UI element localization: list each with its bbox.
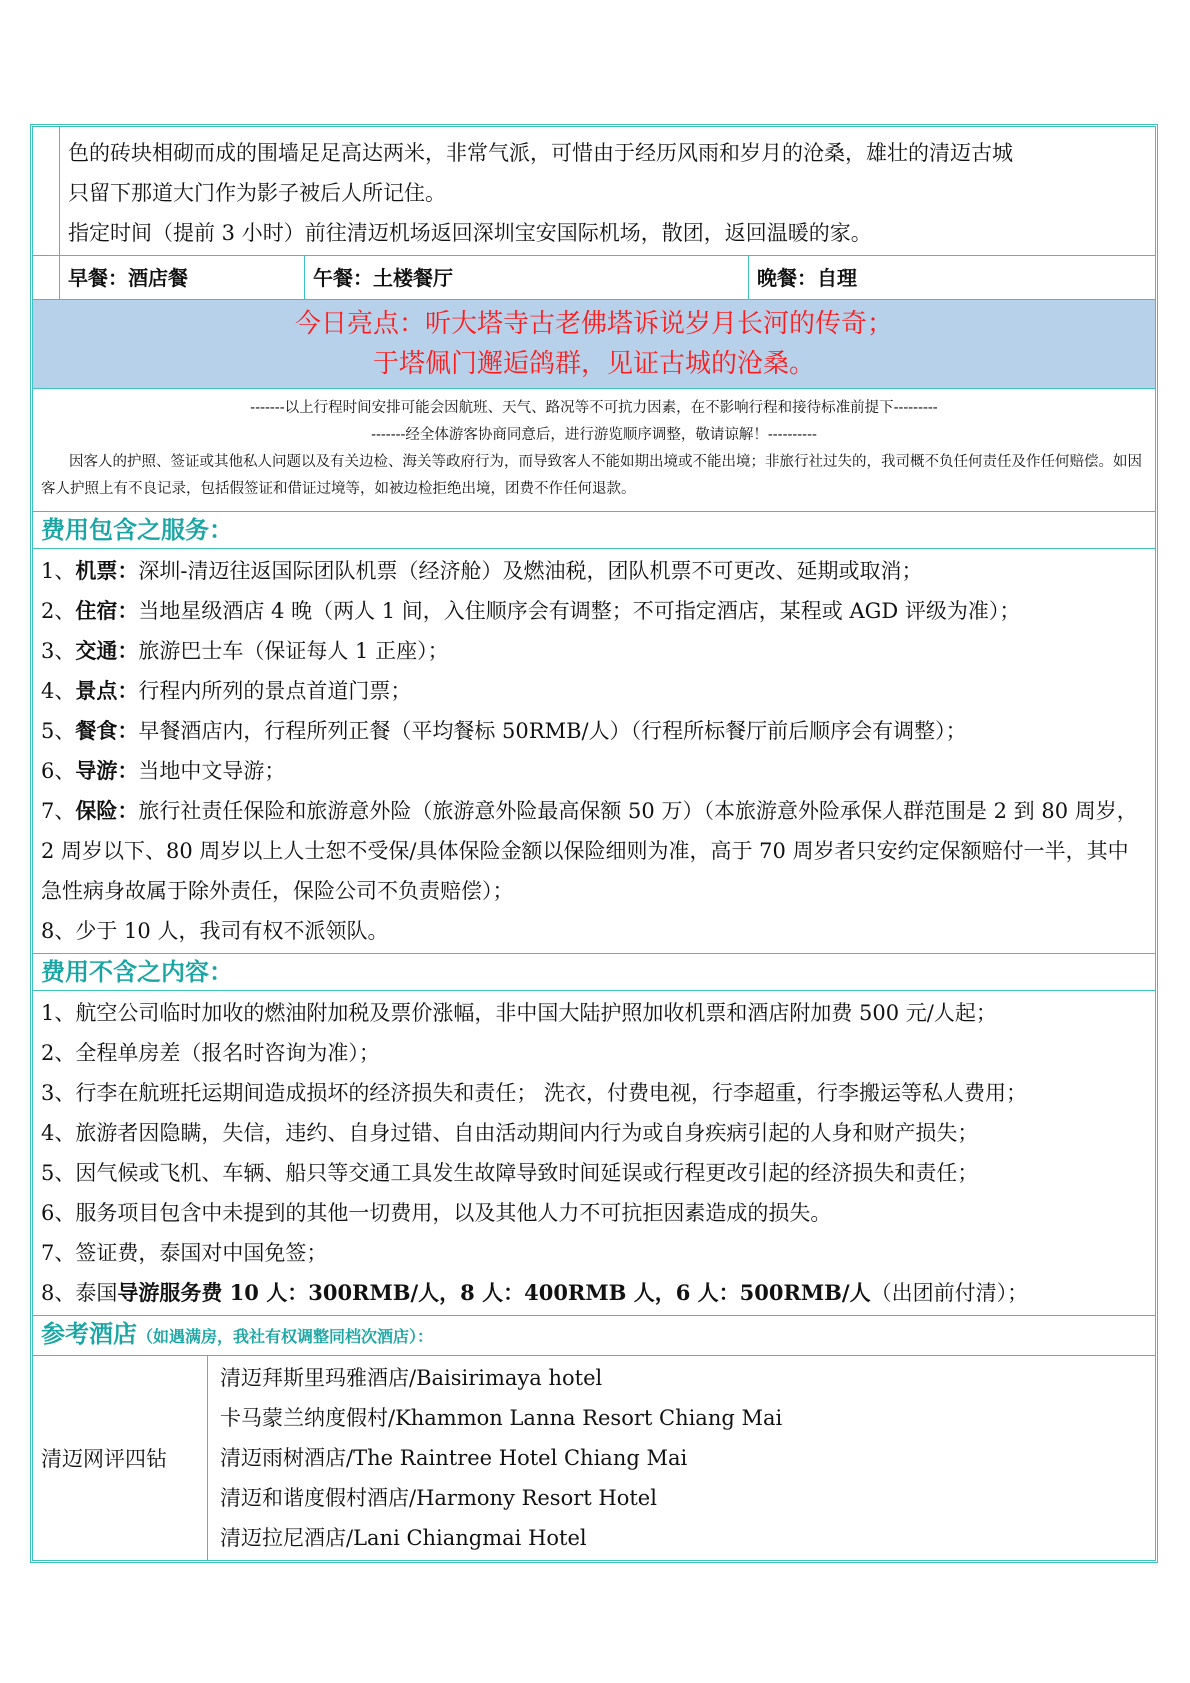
list-item: 6、导游：当地中文导游； bbox=[41, 759, 286, 783]
breakfast-cell: 早餐：酒店餐 bbox=[60, 256, 305, 299]
hotel-name: 卡马蒙兰纳度假村/Khammon Lanna Resort Chiang Mai bbox=[220, 1406, 783, 1430]
included-list bbox=[33, 549, 1155, 954]
included-section-title: 费用包含之服务： bbox=[33, 512, 1155, 549]
list-item: 6、服务项目包含中未提到的其他一切费用，以及其他人力不可抗拒因素造成的损失。 bbox=[41, 1201, 832, 1225]
list-item: 4、旅游者因隐瞒，失信，违约、自身过错、自由活动期间内行为或自身疾病引起的人身和财产损失； bbox=[41, 1121, 979, 1145]
list-item: 1、机票：深圳-清迈往返国际团队机票（经济舱）及燃油税，团队机票不可更改、延期或取消； bbox=[41, 559, 923, 583]
list-item: 7、保险：旅行社责任保险和旅游意外险（旅游意外险最高保额 50 万）（本旅游意外险承保人群范围是 2 到 80 周岁，2 周岁以下、80 周岁以上人士恕不受保/具体保险金额以保险细则为准，高于 70 周岁者只安约定保额赔付一半，其中急性病身故属于除外责任，保险公司不负责赔偿）； bbox=[41, 799, 1138, 903]
hotel-name: 清迈和谐度假村酒店/Harmony Resort Hotel bbox=[220, 1486, 657, 1510]
day-highlight bbox=[33, 300, 1155, 389]
hotels-table bbox=[33, 1356, 1155, 1560]
left-gutter bbox=[33, 256, 60, 299]
dinner-cell: 晚餐：自理 bbox=[757, 266, 857, 290]
list-item: 1、航空公司临时加收的燃油附加税及票价涨幅，非中国大陆护照加收机票和酒店附加费 500 元/人起； bbox=[41, 1001, 997, 1025]
description-line: 只留下那道大门作为影子被后人所记住。 bbox=[68, 181, 446, 205]
list-item: 5、因气候或飞机、车辆、船只等交通工具发生故障导致时间延误或行程更改引起的经济损失和责任； bbox=[41, 1161, 979, 1185]
hotel-name: 清迈拜斯里玛雅酒店/Baisirimaya hotel bbox=[220, 1366, 603, 1390]
list-item: 2、全程单房差（报名时咨询为准）； bbox=[41, 1041, 380, 1065]
hotel-name: 清迈拉尼酒店/Lani Chiangmai Hotel bbox=[220, 1526, 587, 1550]
highlight-line: 于塔佩门邂逅鸽群，见证古城的沧桑。 bbox=[372, 349, 815, 379]
description-line: 色的砖块相砌而成的围墙足足高达两米，非常气派，可惜由于经历风雨和岁月的沧桑，雄壮的清迈古城 bbox=[68, 141, 1013, 165]
list-item: 7、签证费，泰国对中国免签； bbox=[41, 1241, 328, 1265]
disclaimer-line: -------经全体游客协商同意后，进行游览顺序调整，敬请谅解！---------- bbox=[371, 427, 817, 443]
hotels-section-title: 参考酒店（如遇满房，我社有权调整同档次酒店）： bbox=[33, 1316, 1155, 1356]
disclaimer-paragraph: 因客人的护照、签证或其他私人问题以及有关边检、海关等政府行为，而导致客人不能如期出境或不能出境；非旅行社过失的，我司概不负任何责任及作任何赔偿。如因客人护照上有不良记录，包括假签证和借证过境等，如被边检拒绝出境，团费不作任何退款。 bbox=[41, 454, 1142, 497]
disclaimer bbox=[33, 389, 1155, 512]
hotel-list bbox=[208, 1356, 1155, 1560]
excluded-section-title: 费用不含之内容： bbox=[33, 954, 1155, 991]
list-item: 8、泰国导游服务费 10 人：300RMB/人，8 人：400RMB 人，6 人：500RMB/人（出团前付清）； bbox=[41, 1280, 1029, 1305]
list-item: 2、住宿：当地星级酒店 4 晚（两人 1 间，入住顺序会有调整；不可指定酒店，某程或 AGD 评级为准）； bbox=[41, 599, 1021, 623]
day-description-text bbox=[60, 127, 1155, 255]
list-item: 8、少于 10 人，我司有权不派领队。 bbox=[41, 919, 389, 943]
excluded-list bbox=[33, 991, 1155, 1316]
hotel-name: 清迈雨树酒店/The Raintree Hotel Chiang Mai bbox=[220, 1446, 688, 1470]
highlight-line: 今日亮点：听大塔寺古老佛塔诉说岁月长河的传奇； bbox=[294, 309, 893, 339]
list-item: 4、景点：行程内所列的景点首道门票； bbox=[41, 679, 412, 703]
meals-row bbox=[33, 256, 1155, 300]
lunch-cell: 午餐：土楼餐厅 bbox=[305, 256, 749, 299]
itinerary-table bbox=[30, 124, 1158, 1563]
hotel-category: 清迈网评四钻 bbox=[33, 1356, 208, 1560]
hotels-note: （如遇满房，我社有权调整同档次酒店）： bbox=[137, 1327, 434, 1346]
disclaimer-line: -------以上行程时间安排可能会因航班、天气、路况等不可抗力因素，在不影响行程和接待标准前提下--------- bbox=[250, 400, 938, 416]
day-description bbox=[33, 127, 1155, 256]
list-item: 3、行李在航班托运期间造成损坏的经济损失和责任； 洗衣，付费电视，行李超重，行李搬运等私人费用； bbox=[41, 1081, 1028, 1105]
left-gutter bbox=[33, 127, 60, 255]
description-line: 指定时间（提前 3 小时）前往清迈机场返回深圳宝安国际机场，散团，返回温暖的家。 bbox=[68, 221, 872, 245]
list-item: 3、交通：旅游巴士车（保证每人 1 正座）； bbox=[41, 639, 449, 663]
list-item: 5、餐食：早餐酒店内，行程所列正餐（平均餐标 50RMB/人）（行程所标餐厅前后顺序会有调整）； bbox=[41, 719, 967, 743]
